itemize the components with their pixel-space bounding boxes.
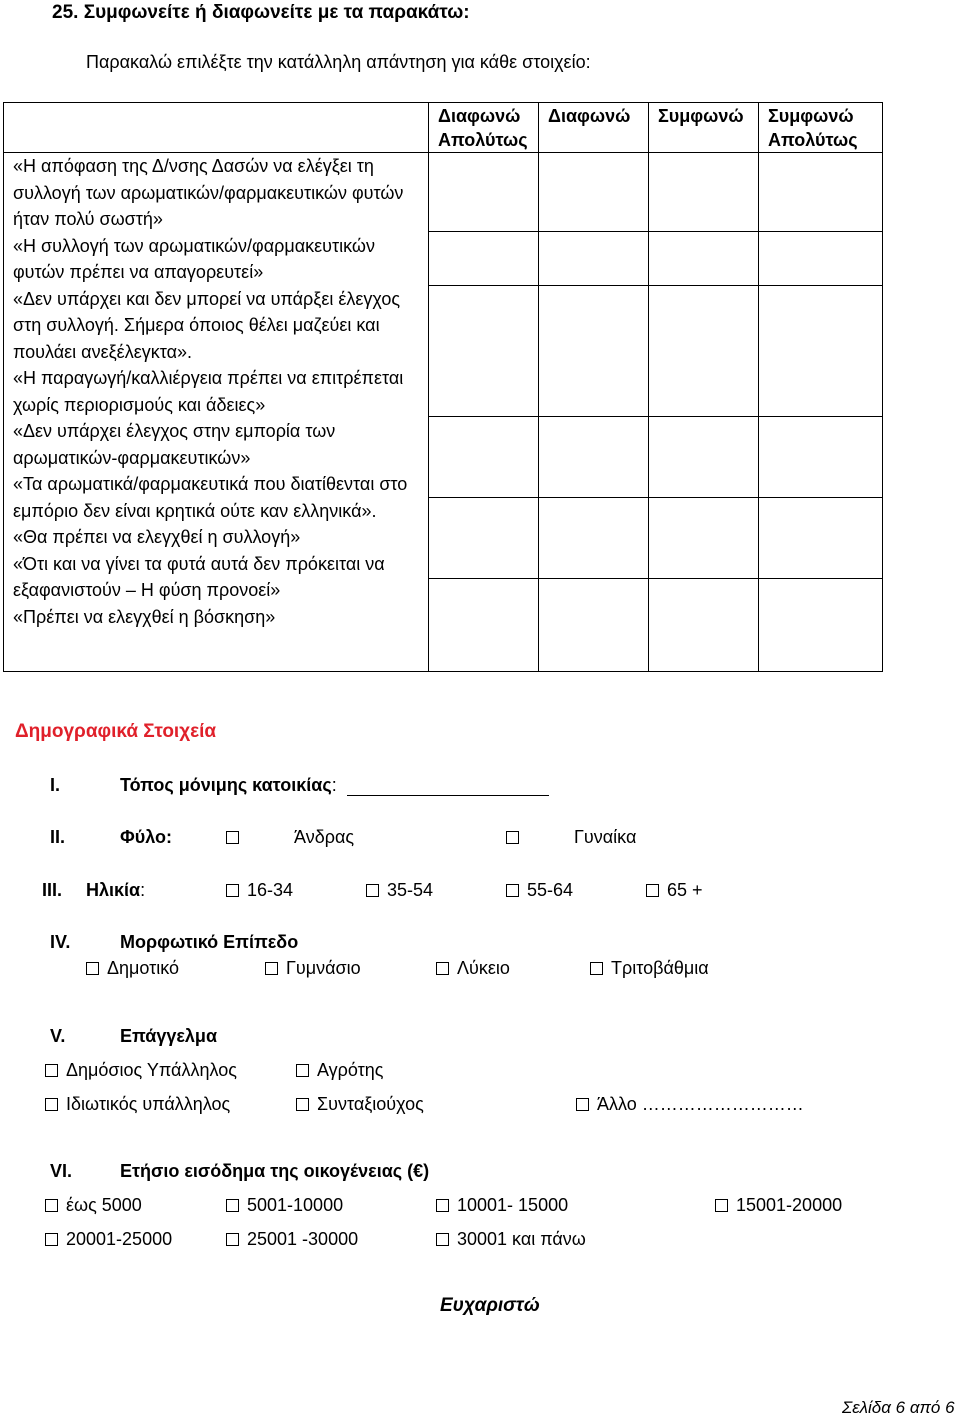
checkbox-icon[interactable] bbox=[576, 1098, 589, 1111]
income-option-5[interactable]: 20001-25000 bbox=[45, 1229, 172, 1250]
answer-cell[interactable] bbox=[429, 286, 539, 417]
statement-item: «Η παραγωγή/καλλιέργεια πρέπει να επιτρέπεται χωρίς περιορισμούς και άδειες» bbox=[13, 368, 404, 415]
header-agree: Συμφωνώ bbox=[649, 103, 759, 153]
statement-item: «Ότι και να γίνει τα φυτά αυτά δεν πρόκειται να εξαφανιστούν – Η φύση προνοεί» bbox=[13, 553, 385, 600]
statement-item: «Η συλλογή των αρωματικών/φαρμακευτικών φυτών πρέπει να απαγορευτεί» bbox=[13, 235, 375, 282]
demographics-title: Δημογραφικά Στοιχεία bbox=[15, 721, 217, 742]
checkbox-icon[interactable] bbox=[296, 1064, 309, 1077]
gender-checkbox-male[interactable] bbox=[226, 827, 247, 848]
table-row bbox=[4, 153, 883, 232]
education-label: Μορφωτικό Επίπεδο bbox=[120, 932, 299, 952]
header-strongly-disagree: Διαφωνώ Απολύτως bbox=[429, 103, 539, 153]
question-instruction: Παρακαλώ επιλέξτε την κατάλληλη απάντηση για κάθε στοιχείο: bbox=[86, 52, 591, 72]
answer-cell[interactable] bbox=[429, 232, 539, 286]
header-disagree: Διαφωνώ bbox=[539, 103, 649, 153]
checkbox-icon[interactable] bbox=[265, 962, 278, 975]
residence-question bbox=[120, 775, 549, 796]
income-option-2[interactable]: 5001-10000 bbox=[226, 1195, 343, 1216]
income-option-6[interactable]: 25001 -30000 bbox=[226, 1229, 358, 1250]
statement-item: «Δεν υπάρχει και δεν μπορεί να υπάρξει έλεγχος στη συλλογή. Σήμερα όποιος θέλει μαζεύει και πουλάει ανεξέλεγκτα». bbox=[13, 288, 401, 362]
checkbox-icon[interactable] bbox=[715, 1199, 728, 1212]
checkbox-icon[interactable] bbox=[45, 1233, 58, 1246]
answer-cell[interactable] bbox=[649, 498, 759, 579]
checkbox-icon[interactable] bbox=[506, 884, 519, 897]
age-option-3[interactable]: 55-64 bbox=[506, 880, 573, 901]
answer-cell[interactable] bbox=[429, 153, 539, 232]
question-title: 25. Συμφωνείτε ή διαφωνείτε με τα παρακάτω: bbox=[52, 2, 470, 23]
statement-item: «Θα πρέπει να ελεγχθεί η συλλογή» bbox=[13, 527, 301, 547]
checkbox-icon[interactable] bbox=[506, 831, 519, 844]
statement-item: «Η απόφαση της Δ/νσης Δασών να ελέγξει τη συλλογή των αρωματικών/φαρμακευτικών φυτών ήταν πολύ σωστή» bbox=[13, 156, 404, 229]
answer-cell[interactable] bbox=[649, 286, 759, 417]
answer-cell[interactable] bbox=[649, 153, 759, 232]
checkbox-icon[interactable] bbox=[86, 962, 99, 975]
answer-cell[interactable] bbox=[759, 579, 883, 672]
statement-item: «Δεν υπάρχει έλεγχος στην εμπορία των αρωματικών-φαρμακευτικών» bbox=[13, 421, 336, 468]
profession-option-other[interactable]: Άλλο ……………………… bbox=[576, 1094, 804, 1115]
checkbox-icon[interactable] bbox=[226, 1199, 239, 1212]
gender-checkbox-female[interactable] bbox=[506, 827, 527, 848]
answer-cell[interactable] bbox=[429, 417, 539, 498]
answer-cell[interactable] bbox=[429, 579, 539, 672]
income-number: VI. bbox=[50, 1161, 73, 1181]
statement-item: «Τα αρωματικά/φαρμακευτικά που διατίθενται στο εμπόριο δεν είναι κρητικά ούτε καν ελληνικά». bbox=[13, 474, 408, 521]
profession-option-farmer[interactable]: Αγρότης bbox=[296, 1060, 383, 1081]
gender-label: Φύλο: bbox=[120, 827, 173, 847]
answer-cell[interactable] bbox=[539, 286, 649, 417]
gender-number: II. bbox=[50, 827, 66, 847]
checkbox-icon[interactable] bbox=[296, 1098, 309, 1111]
education-option-1[interactable]: Δημοτικό bbox=[86, 958, 179, 979]
gender-option-male: Άνδρας bbox=[294, 827, 355, 847]
gender-option-female: Γυναίκα bbox=[574, 827, 637, 847]
table-header-row bbox=[4, 103, 883, 153]
income-option-3[interactable]: 10001- 15000 bbox=[436, 1195, 568, 1216]
profession-option-private-employee[interactable]: Ιδιωτικός υπάλληλος bbox=[45, 1094, 230, 1115]
age-option-2[interactable]: 35-54 bbox=[366, 880, 433, 901]
answer-cell[interactable] bbox=[539, 232, 649, 286]
checkbox-icon[interactable] bbox=[646, 884, 659, 897]
education-option-3[interactable]: Λύκειο bbox=[436, 958, 510, 979]
checkbox-icon[interactable] bbox=[436, 1199, 449, 1212]
agreement-table bbox=[3, 102, 883, 672]
income-label: Ετήσιο εισόδημα της οικογένειας (€) bbox=[120, 1161, 430, 1181]
answer-cell[interactable] bbox=[539, 498, 649, 579]
thanks-text: Ευχαριστώ bbox=[440, 1295, 540, 1316]
checkbox-icon[interactable] bbox=[45, 1064, 58, 1077]
answer-cell[interactable] bbox=[649, 579, 759, 672]
checkbox-icon[interactable] bbox=[226, 1233, 239, 1246]
profession-option-retired[interactable]: Συνταξιούχος bbox=[296, 1094, 424, 1115]
income-option-1[interactable]: έως 5000 bbox=[45, 1195, 142, 1216]
checkbox-icon[interactable] bbox=[590, 962, 603, 975]
answer-cell[interactable] bbox=[429, 498, 539, 579]
age-number: III. bbox=[42, 880, 63, 900]
header-blank-cell bbox=[4, 103, 429, 153]
checkbox-icon[interactable] bbox=[45, 1098, 58, 1111]
answer-cell[interactable] bbox=[759, 286, 883, 417]
answer-cell[interactable] bbox=[759, 232, 883, 286]
checkbox-icon[interactable] bbox=[226, 831, 239, 844]
residence-colon: : bbox=[331, 775, 337, 795]
header-strongly-agree: Συμφωνώ Απολύτως bbox=[759, 103, 883, 153]
residence-label: Τόπος μόνιμης κατοικίας bbox=[120, 775, 332, 795]
checkbox-icon[interactable] bbox=[436, 1233, 449, 1246]
income-option-7[interactable]: 30001 και πάνω bbox=[436, 1229, 586, 1250]
education-option-4[interactable]: Τριτοβάθμια bbox=[590, 958, 709, 979]
profession-number: V. bbox=[50, 1026, 66, 1046]
statement-item: «Πρέπει να ελεγχθεί η βόσκηση» bbox=[13, 606, 276, 627]
age-colon: : bbox=[140, 880, 146, 900]
checkbox-icon[interactable] bbox=[226, 884, 239, 897]
answer-cell[interactable] bbox=[649, 417, 759, 498]
statements-cell bbox=[4, 153, 429, 672]
education-option-2[interactable]: Γυμνάσιο bbox=[265, 958, 361, 979]
answer-cell[interactable] bbox=[539, 417, 649, 498]
profession-label: Επάγγελμα bbox=[120, 1026, 218, 1046]
answer-cell[interactable] bbox=[759, 498, 883, 579]
answer-cell[interactable] bbox=[759, 153, 883, 232]
checkbox-icon[interactable] bbox=[366, 884, 379, 897]
residence-number: I. bbox=[50, 775, 61, 795]
answer-cell[interactable] bbox=[539, 153, 649, 232]
answer-cell[interactable] bbox=[539, 579, 649, 672]
checkbox-icon[interactable] bbox=[45, 1199, 58, 1212]
answer-cell[interactable] bbox=[649, 232, 759, 286]
age-label: Ηλικία bbox=[86, 880, 141, 900]
page-footer: Σελίδα 6 από 6 bbox=[842, 1398, 955, 1417]
age-option-4[interactable]: 65 + bbox=[646, 880, 703, 901]
checkbox-icon[interactable] bbox=[436, 962, 449, 975]
income-option-4[interactable]: 15001-20000 bbox=[715, 1195, 842, 1216]
profession-option-public-employee[interactable]: Δημόσιος Υπάλληλος bbox=[45, 1060, 237, 1081]
answer-cell[interactable] bbox=[759, 417, 883, 498]
age-question bbox=[86, 880, 145, 901]
education-number: IV. bbox=[50, 932, 71, 952]
residence-input-line[interactable] bbox=[347, 777, 549, 796]
age-option-1[interactable]: 16-34 bbox=[226, 880, 293, 901]
